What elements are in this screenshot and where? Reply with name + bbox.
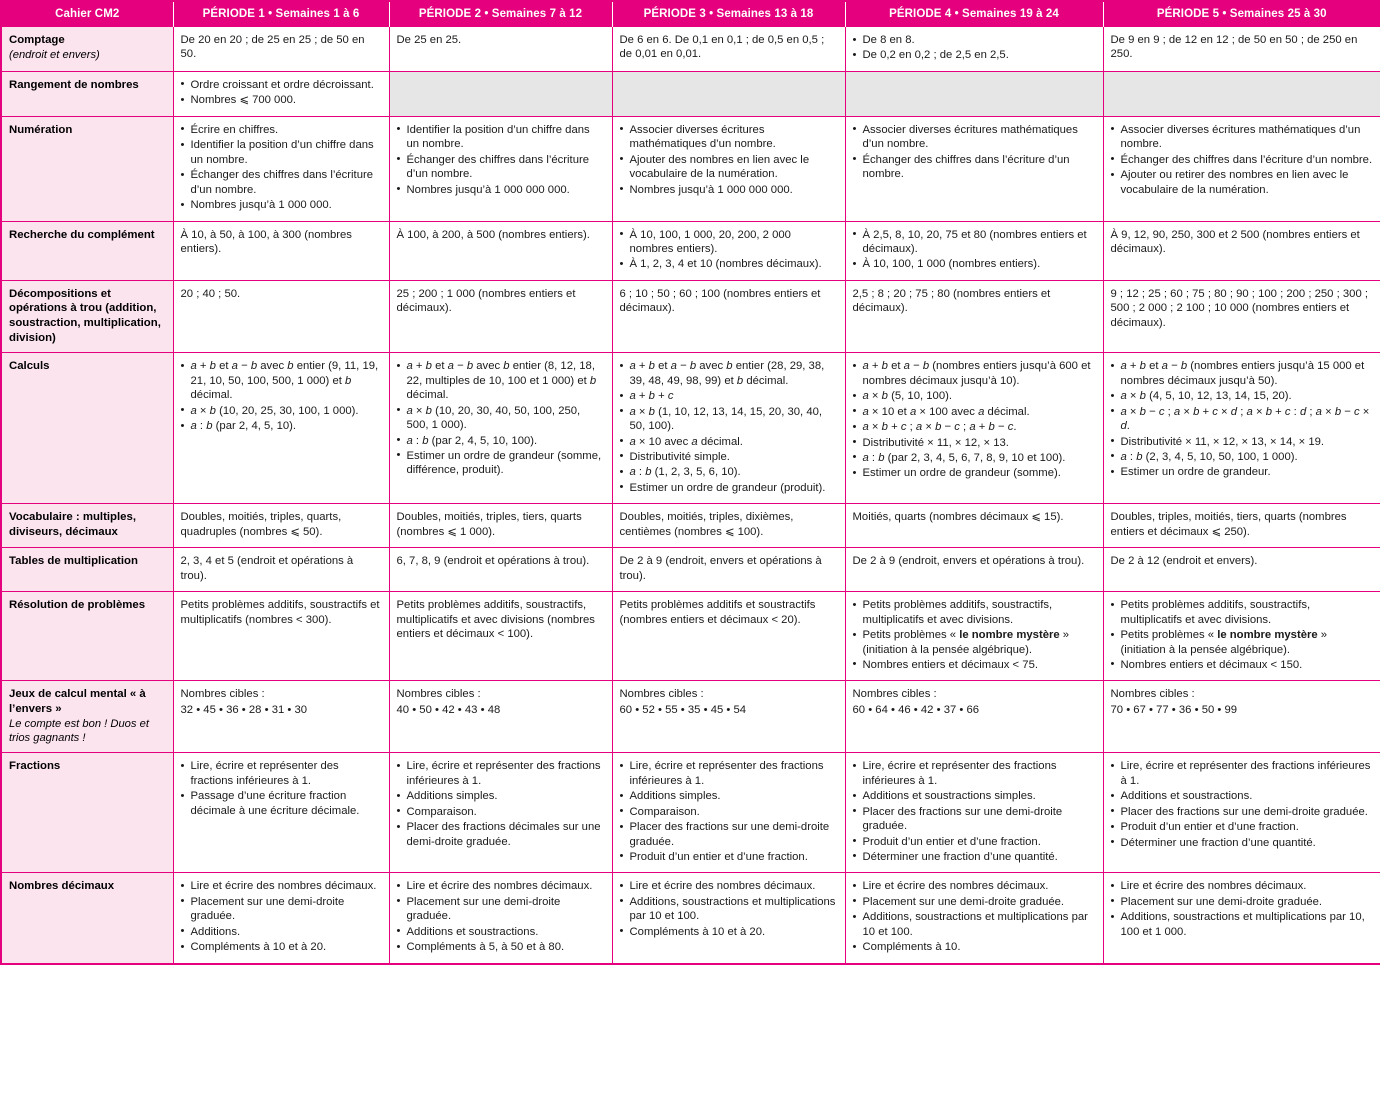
cell-bullet-item: • Compléments à 5, à 50 et à 80. bbox=[397, 940, 605, 954]
cell-bullet-item: • a × b (1, 10, 12, 13, 14, 15, 20, 30, 40, 50, 100). bbox=[620, 405, 838, 434]
row-label bbox=[1, 504, 173, 548]
row-label-text: Jeux de calcul mental « à l’envers » bbox=[9, 688, 146, 716]
row-label bbox=[1, 116, 173, 221]
cell-bullet-list bbox=[1111, 759, 1374, 850]
table-cell bbox=[1103, 753, 1380, 873]
cell-bullet-item: • Petits problèmes « le nombre mystère » (initiation à la pensée algébrique). bbox=[1111, 628, 1374, 657]
cell-bullet-item: • a + b et a − b avec b entier (9, 11, 19, 21, 10, 50, 100, 500, 1 000) et b décimal. bbox=[181, 359, 382, 402]
table-cell bbox=[612, 27, 845, 72]
cell-bullet-item: • Additions simples. bbox=[397, 789, 605, 803]
table-body bbox=[1, 27, 1380, 964]
cell-bullet-item: • Lire et écrire des nombres décimaux. bbox=[1111, 879, 1374, 893]
table-cell bbox=[612, 592, 845, 681]
table-cell bbox=[389, 548, 612, 592]
cell-paragraph: 60 • 64 • 46 • 42 • 37 • 66 bbox=[852, 703, 980, 716]
cell-paragraph: De 2 à 9 (endroit, envers et opérations à trou). bbox=[852, 555, 1085, 568]
cell-bullet-list bbox=[853, 123, 1096, 182]
table-cell bbox=[612, 548, 845, 592]
table-cell bbox=[173, 548, 389, 592]
table-cell bbox=[173, 71, 389, 116]
table-cell bbox=[389, 116, 612, 221]
cell-paragraph: 6, 7, 8, 9 (endroit et opérations à trou). bbox=[396, 555, 590, 568]
cell-bullet-list bbox=[620, 228, 838, 272]
header-cell-periode-3: PÉRIODE 3 • Semaines 13 à 18 bbox=[612, 1, 845, 27]
cell-bullet-item: • Nombres entiers et décimaux < 150. bbox=[1111, 658, 1374, 672]
table-cell bbox=[1103, 27, 1380, 72]
row-label-text: Rangement de nombres bbox=[9, 78, 139, 91]
cell-bullet-list bbox=[853, 879, 1096, 954]
row-label-text: Résolution de problèmes bbox=[9, 599, 146, 612]
cell-bullet-item: • Distributivité × 11, × 12, × 13. bbox=[853, 436, 1096, 450]
cell-bullet-item: • Additions, soustractions et multiplications par 10 et 100. bbox=[620, 895, 838, 924]
cell-bullet-item: • Passage d’une écriture fraction décimale à une écriture décimale. bbox=[181, 789, 382, 818]
cell-bullet-item: • a × b + c ; a × b − c ; a + b − c. bbox=[853, 420, 1096, 434]
cell-bullet-item: • a + b et a − b (nombres entiers jusqu’à 600 et nombres décimaux jusqu’à 10). bbox=[853, 359, 1096, 388]
table-row bbox=[1, 753, 1380, 873]
cell-paragraph: 2, 3, 4 et 5 (endroit et opérations à trou). bbox=[180, 555, 354, 582]
table-cell bbox=[389, 27, 612, 72]
cell-bullet-item: • Nombres jusqu’à 1 000 000. bbox=[181, 198, 382, 212]
cell-bullet-item: • a : b (2, 3, 4, 5, 10, 50, 100, 1 000). bbox=[1111, 450, 1374, 464]
table-row bbox=[1, 27, 1380, 72]
cell-bullet-item: • Ordre croissant et ordre décroissant. bbox=[181, 78, 382, 92]
cell-paragraph: De 9 en 9 ; de 12 en 12 ; de 50 en 50 ; de 250 en 250. bbox=[1110, 34, 1358, 61]
cell-paragraph: À 100, à 200, à 500 (nombres entiers). bbox=[396, 228, 590, 241]
cell-bullet-item: • Échanger des chiffres dans l’écriture d’un nombre. bbox=[853, 153, 1096, 182]
cell-bullet-item: • Compléments à 10 et à 20. bbox=[620, 925, 838, 939]
cell-paragraph: De 6 en 6. De 0,1 en 0,1 ; de 0,5 en 0,5 ; de 0,01 en 0,01. bbox=[619, 34, 825, 61]
header-row bbox=[1, 1, 1380, 27]
table-cell bbox=[845, 27, 1103, 72]
cell-paragraph: Nombres cibles : bbox=[1110, 688, 1195, 701]
row-label bbox=[1, 548, 173, 592]
cell-bullet-item: • Placer des fractions décimales sur une demi-droite graduée. bbox=[397, 820, 605, 849]
table-row bbox=[1, 504, 1380, 548]
table-cell bbox=[1103, 353, 1380, 504]
cell-paragraph: Petits problèmes additifs, soustractifs et multiplicatifs (nombres < 300). bbox=[180, 599, 380, 626]
table-cell bbox=[173, 592, 389, 681]
cell-bullet-list bbox=[853, 598, 1096, 672]
cell-bullet-list bbox=[397, 359, 605, 478]
table-cell bbox=[845, 592, 1103, 681]
cell-paragraph: De 2 à 9 (endroit, envers et opérations à trou). bbox=[619, 555, 822, 582]
table-cell bbox=[1103, 221, 1380, 280]
cell-bullet-item: • Compléments à 10. bbox=[853, 940, 1096, 954]
cell-bullet-item: • a × b (4, 5, 10, 12, 13, 14, 15, 20). bbox=[1111, 389, 1374, 403]
cell-bullet-list bbox=[181, 123, 382, 213]
table-cell bbox=[1103, 548, 1380, 592]
table-cell bbox=[612, 681, 845, 753]
table-cell bbox=[845, 753, 1103, 873]
cell-bullet-item: • a × 10 avec a décimal. bbox=[620, 435, 838, 449]
table-cell bbox=[845, 681, 1103, 753]
cell-paragraph: Doubles, moitiés, triples, dixièmes, centièmes (nombres ⩽ 100). bbox=[619, 511, 794, 538]
table-cell bbox=[173, 116, 389, 221]
row-label-text: Comptage bbox=[9, 34, 65, 46]
cell-bullet-list bbox=[181, 759, 382, 818]
cell-bullet-item: • Lire, écrire et représenter des fractions inférieures à 1. bbox=[1111, 759, 1374, 788]
cell-paragraph: Nombres cibles : bbox=[180, 688, 265, 701]
cell-paragraph: De 25 en 25. bbox=[396, 34, 462, 46]
table-row bbox=[1, 873, 1380, 964]
table-cell bbox=[389, 753, 612, 873]
row-label bbox=[1, 592, 173, 681]
cell-bullet-list bbox=[1111, 123, 1374, 197]
table-cell bbox=[173, 753, 389, 873]
table-header bbox=[1, 1, 1380, 27]
table-cell bbox=[1103, 681, 1380, 753]
cell-paragraph: 2,5 ; 8 ; 20 ; 75 ; 80 (nombres entiers et décimaux). bbox=[852, 287, 1051, 315]
cell-bullet-item: • Comparaison. bbox=[397, 805, 605, 819]
cell-bullet-item: • Associer diverses écritures mathématiques d’un nombre. bbox=[1111, 123, 1374, 152]
table-row bbox=[1, 71, 1380, 116]
cell-bullet-item: • a + b et a − b (nombres entiers jusqu’à 15 000 et nombres décimaux jusqu’à 50). bbox=[1111, 359, 1374, 388]
row-label bbox=[1, 27, 173, 72]
header-cell-periode-4: PÉRIODE 4 • Semaines 19 à 24 bbox=[845, 1, 1103, 27]
cell-paragraph: 40 • 50 • 42 • 43 • 48 bbox=[396, 703, 501, 716]
cell-paragraph: Nombres cibles : bbox=[619, 688, 704, 701]
cell-paragraph: De 20 en 20 ; de 25 en 25 ; de 50 en 50. bbox=[180, 34, 365, 61]
cell-bullet-item: • Échanger des chiffres dans l’écriture d’un nombre. bbox=[1111, 153, 1374, 167]
table-cell bbox=[173, 504, 389, 548]
table-cell bbox=[173, 873, 389, 964]
cell-bullet-list bbox=[181, 78, 382, 108]
cell-bullet-item: • Additions. bbox=[181, 925, 382, 939]
table-cell bbox=[612, 504, 845, 548]
cell-paragraph: 60 • 52 • 55 • 35 • 45 • 54 bbox=[619, 703, 747, 716]
cell-paragraph: De 2 à 12 (endroit et envers). bbox=[1110, 555, 1258, 568]
cell-bullet-item: • Produit d’un entier et d’une fraction. bbox=[620, 850, 838, 864]
cell-paragraph: Petits problèmes additifs et soustractifs (nombres entiers et décimaux < 20). bbox=[619, 599, 816, 626]
table-row bbox=[1, 548, 1380, 592]
cell-bullet-item: • a + b et a − b avec b entier (8, 12, 18, 22, multiples de 10, 100 et 1 000) et b décimal. bbox=[397, 359, 605, 402]
table-cell bbox=[173, 27, 389, 72]
table-cell bbox=[845, 221, 1103, 280]
table-cell bbox=[1103, 592, 1380, 681]
cell-paragraph: Doubles, moitiés, triples, tiers, quarts (nombres ⩽ 1 000). bbox=[396, 511, 582, 538]
row-label bbox=[1, 280, 173, 352]
cell-bullet-item: • Additions, soustractions et multiplications par 10 et 100. bbox=[853, 910, 1096, 939]
table-cell bbox=[173, 681, 389, 753]
cell-paragraph: Petits problèmes additifs, soustractifs, multiplicatifs et avec divisions (nombres entiers et décimaux < 100). bbox=[396, 599, 595, 641]
table-cell bbox=[173, 221, 389, 280]
row-label-text: Tables de multiplication bbox=[9, 555, 138, 568]
row-label-subtext: Le compte est bon ! Duos et trios gagnants ! bbox=[9, 717, 149, 744]
cell-bullet-item: • Estimer un ordre de grandeur (somme, différence, produit). bbox=[397, 449, 605, 478]
cell-bullet-item: • Placement sur une demi-droite graduée. bbox=[181, 895, 382, 924]
cell-bullet-item: • a × b (10, 20, 30, 40, 50, 100, 250, 500, 1 000). bbox=[397, 404, 605, 433]
row-label-subtext: (endroit et envers) bbox=[9, 48, 100, 61]
cell-paragraph: 20 ; 40 ; 50. bbox=[180, 287, 241, 300]
cell-paragraph: Doubles, moitiés, triples, quarts, quadruples (nombres ⩽ 50). bbox=[180, 511, 342, 538]
cell-paragraph: 70 • 67 • 77 • 36 • 50 • 99 bbox=[1110, 703, 1238, 716]
cell-bullet-item: • Nombres jusqu’à 1 000 000 000. bbox=[620, 183, 838, 197]
cell-paragraph: Doubles, triples, moitiés, tiers, quarts (nombres entiers et décimaux ⩽ 250). bbox=[1110, 511, 1347, 538]
table-cell bbox=[1103, 116, 1380, 221]
header-cell-cahier: Cahier CM2 bbox=[1, 1, 173, 27]
table-row bbox=[1, 592, 1380, 681]
cell-bullet-list bbox=[620, 879, 838, 939]
cell-paragraph: Nombres cibles : bbox=[396, 688, 481, 701]
table-cell bbox=[1103, 280, 1380, 352]
cell-bullet-item: • À 10, 100, 1 000, 20, 200, 2 000 nombres entiers). bbox=[620, 228, 838, 257]
row-label-text: Calculs bbox=[9, 360, 50, 373]
cell-bullet-item: • Lire et écrire des nombres décimaux. bbox=[620, 879, 838, 893]
cell-paragraph: 25 ; 200 ; 1 000 (nombres entiers et décimaux). bbox=[396, 287, 576, 315]
cell-bullet-item: • Lire, écrire et représenter des fractions inférieures à 1. bbox=[853, 759, 1096, 788]
cell-bullet-item: • Échanger des chiffres dans l’écriture d’un nombre. bbox=[181, 168, 382, 197]
cell-paragraph: 6 ; 10 ; 50 ; 60 ; 100 (nombres entiers et décimaux). bbox=[619, 287, 821, 315]
cell-bullet-list bbox=[1111, 359, 1374, 480]
cell-bullet-item: • Placement sur une demi-droite graduée. bbox=[1111, 895, 1374, 909]
cell-bullet-item: • Comparaison. bbox=[620, 805, 838, 819]
table-cell bbox=[845, 873, 1103, 964]
row-label-text: Vocabulaire : multiples, diviseurs, décimaux bbox=[9, 511, 137, 538]
cell-paragraph: 9 ; 12 ; 25 ; 60 ; 75 ; 80 ; 90 ; 100 ; 200 ; 250 ; 300 ; 500 ; 2 000 ; 2 100 ; 10 000 (nombres entiers et décimaux). bbox=[1110, 287, 1369, 329]
row-label bbox=[1, 753, 173, 873]
table-cell bbox=[1103, 504, 1380, 548]
cell-bullet-item: • Produit d’un entier et d’une fraction. bbox=[1111, 820, 1374, 834]
cell-bullet-item: • a : b (par 2, 3, 4, 5, 6, 7, 8, 9, 10 et 100). bbox=[853, 451, 1096, 465]
cell-bullet-item: • Petits problèmes « le nombre mystère » (initiation à la pensée algébrique). bbox=[853, 628, 1096, 657]
cell-bullet-list bbox=[853, 33, 1096, 63]
table-cell bbox=[173, 280, 389, 352]
cell-bullet-list bbox=[620, 123, 838, 197]
cell-bullet-item: • Estimer un ordre de grandeur (produit). bbox=[620, 481, 838, 495]
table-cell bbox=[845, 71, 1103, 116]
cell-bullet-item: • Nombres ⩽ 700 000. bbox=[181, 93, 382, 107]
table-cell bbox=[612, 873, 845, 964]
cell-bullet-item: • a : b (1, 2, 3, 5, 6, 10). bbox=[620, 465, 838, 479]
row-label bbox=[1, 873, 173, 964]
cell-bullet-item: • Distributivité simple. bbox=[620, 450, 838, 464]
table-cell bbox=[389, 221, 612, 280]
row-label-text: Recherche du complément bbox=[9, 228, 155, 241]
table-row bbox=[1, 681, 1380, 753]
cell-bullet-item: • Déterminer une fraction d’une quantité. bbox=[853, 850, 1096, 864]
table-row bbox=[1, 280, 1380, 352]
cell-bullet-item: • a × b − c ; a × b + c × d ; a × b + c : d ; a × b − c × d. bbox=[1111, 405, 1374, 434]
cell-bullet-item: • Ajouter ou retirer des nombres en lien avec le vocabulaire de la numération. bbox=[1111, 168, 1374, 197]
cell-bullet-item: • Petits problèmes additifs, soustractifs, multiplicatifs et avec divisions. bbox=[853, 598, 1096, 627]
cell-bullet-item: • Petits problèmes additifs, soustractifs, multiplicatifs et avec divisions. bbox=[1111, 598, 1374, 627]
cell-bullet-item: • De 0,2 en 0,2 ; de 2,5 en 2,5. bbox=[853, 48, 1096, 62]
cell-bullet-item: • Lire et écrire des nombres décimaux. bbox=[181, 879, 382, 893]
row-label-text: Nombres décimaux bbox=[9, 880, 115, 893]
table-cell bbox=[845, 116, 1103, 221]
table-cell bbox=[173, 353, 389, 504]
cell-bullet-list bbox=[397, 123, 605, 197]
cell-bullet-item: • a : b (par 2, 4, 5, 10, 100). bbox=[397, 434, 605, 448]
cell-bullet-item: • À 10, 100, 1 000 (nombres entiers). bbox=[853, 257, 1096, 271]
table-cell bbox=[845, 353, 1103, 504]
cell-bullet-item: • Placer des fractions sur une demi-droite graduée. bbox=[1111, 805, 1374, 819]
cell-bullet-item: • a + b et a − b avec b entier (28, 29, 38, 39, 48, 49, 98, 99) et b décimal. bbox=[620, 359, 838, 388]
header-cell-periode-2: PÉRIODE 2 • Semaines 7 à 12 bbox=[389, 1, 612, 27]
cell-bullet-item: • Placement sur une demi-droite graduée. bbox=[397, 895, 605, 924]
header-cell-periode-1: PÉRIODE 1 • Semaines 1 à 6 bbox=[173, 1, 389, 27]
header-cell-periode-5: PÉRIODE 5 • Semaines 25 à 30 bbox=[1103, 1, 1380, 27]
cell-bullet-item: • Lire et écrire des nombres décimaux. bbox=[853, 879, 1096, 893]
table-cell bbox=[612, 353, 845, 504]
cell-bullet-list bbox=[181, 359, 382, 433]
cell-bullet-list bbox=[1111, 598, 1374, 672]
cell-bullet-item: • Additions et soustractions simples. bbox=[853, 789, 1096, 803]
table-cell bbox=[612, 280, 845, 352]
cell-bullet-item: • Compléments à 10 et à 20. bbox=[181, 940, 382, 954]
cell-bullet-item: • À 2,5, 8, 10, 20, 75 et 80 (nombres entiers et décimaux). bbox=[853, 228, 1096, 257]
table-cell bbox=[612, 116, 845, 221]
row-label bbox=[1, 71, 173, 116]
table-cell bbox=[845, 504, 1103, 548]
table-cell bbox=[845, 280, 1103, 352]
cell-paragraph: Moitiés, quarts (nombres décimaux ⩽ 15). bbox=[852, 511, 1064, 524]
table-cell bbox=[845, 548, 1103, 592]
cell-bullet-item: • a × 10 et a × 100 avec a décimal. bbox=[853, 405, 1096, 419]
table-cell bbox=[612, 221, 845, 280]
cell-bullet-item: • Échanger des chiffres dans l’écriture d’un nombre. bbox=[397, 153, 605, 182]
cell-bullet-item: • a : b (par 2, 4, 5, 10). bbox=[181, 419, 382, 433]
cell-bullet-item: • Placer des fractions sur une demi-droite graduée. bbox=[853, 805, 1096, 834]
cell-bullet-item: • À 1, 2, 3, 4 et 10 (nombres décimaux). bbox=[620, 257, 838, 271]
cell-bullet-list bbox=[853, 228, 1096, 272]
row-label bbox=[1, 353, 173, 504]
table-cell bbox=[1103, 71, 1380, 116]
cell-bullet-item: • a + b + c bbox=[620, 389, 838, 403]
cell-bullet-item: • Nombres jusqu’à 1 000 000 000. bbox=[397, 183, 605, 197]
cell-bullet-item: • Identifier la position d’un chiffre dans un nombre. bbox=[397, 123, 605, 152]
cell-bullet-item: • Associer diverses écritures mathématiques d’un nombre. bbox=[620, 123, 838, 152]
cell-bullet-item: • Additions et soustractions. bbox=[397, 925, 605, 939]
table-cell bbox=[612, 71, 845, 116]
cell-paragraph: 32 • 45 • 36 • 28 • 31 • 30 bbox=[180, 703, 308, 716]
cell-bullet-item: • Distributivité × 11, × 12, × 13, × 14, × 19. bbox=[1111, 435, 1374, 449]
row-label bbox=[1, 221, 173, 280]
cell-bullet-item: • Estimer un ordre de grandeur. bbox=[1111, 465, 1374, 479]
cell-bullet-item: • Déterminer une fraction d’une quantité. bbox=[1111, 836, 1374, 850]
cell-bullet-list bbox=[181, 879, 382, 954]
table-cell bbox=[389, 504, 612, 548]
cell-bullet-item: • Additions et soustractions. bbox=[1111, 789, 1374, 803]
cell-bullet-item: • a × b (5, 10, 100). bbox=[853, 389, 1096, 403]
table-cell bbox=[389, 353, 612, 504]
cell-bullet-item: • Lire, écrire et représenter des fractions inférieures à 1. bbox=[620, 759, 838, 788]
cell-bullet-item: • Nombres entiers et décimaux < 75. bbox=[853, 658, 1096, 672]
cell-paragraph: À 9, 12, 90, 250, 300 et 2 500 (nombres entiers et décimaux). bbox=[1110, 228, 1360, 255]
table-cell bbox=[389, 280, 612, 352]
cell-bullet-item: • Lire et écrire des nombres décimaux. bbox=[397, 879, 605, 893]
table-cell bbox=[1103, 873, 1380, 964]
cell-paragraph: Nombres cibles : bbox=[852, 688, 937, 701]
row-label-text: Fractions bbox=[9, 760, 61, 773]
table-cell bbox=[389, 71, 612, 116]
cell-bullet-item: • Associer diverses écritures mathématiques d’un nombre. bbox=[853, 123, 1096, 152]
row-label-text: Décompositions et opérations à trou (addition, soustraction, multiplication, division) bbox=[9, 287, 161, 344]
cell-bullet-list bbox=[1111, 879, 1374, 939]
cell-bullet-list bbox=[397, 759, 605, 849]
cell-bullet-list bbox=[853, 759, 1096, 864]
table-row bbox=[1, 221, 1380, 280]
row-label bbox=[1, 681, 173, 753]
cell-bullet-item: • a × b (10, 20, 25, 30, 100, 1 000). bbox=[181, 404, 382, 418]
cell-bullet-item: • Estimer un ordre de grandeur (somme). bbox=[853, 466, 1096, 480]
cell-bullet-item: • Produit d’un entier et d’une fraction. bbox=[853, 835, 1096, 849]
cell-bullet-item: • Ajouter des nombres en lien avec le vocabulaire de la numération. bbox=[620, 153, 838, 182]
cell-bullet-list bbox=[397, 879, 605, 954]
table-cell bbox=[389, 681, 612, 753]
cell-bullet-item: • Lire, écrire et représenter des fractions inférieures à 1. bbox=[397, 759, 605, 788]
cell-bullet-item: • De 8 en 8. bbox=[853, 33, 1096, 47]
table-cell bbox=[612, 753, 845, 873]
cell-bullet-list bbox=[620, 759, 838, 864]
cell-bullet-item: • Additions, soustractions et multiplications par 10, 100 et 1 000. bbox=[1111, 910, 1374, 939]
table-cell bbox=[389, 873, 612, 964]
cell-bullet-item: • Identifier la position d’un chiffre dans un nombre. bbox=[181, 138, 382, 167]
row-label-text: Numération bbox=[9, 123, 73, 136]
cell-bullet-item: • Écrire en chiffres. bbox=[181, 123, 382, 137]
cell-bullet-list bbox=[620, 359, 838, 495]
cell-bullet-item: • Additions simples. bbox=[620, 789, 838, 803]
cell-bullet-list bbox=[853, 359, 1096, 481]
cell-bullet-item: • Placement sur une demi-droite graduée. bbox=[853, 895, 1096, 909]
table-row bbox=[1, 116, 1380, 221]
cell-paragraph: À 10, à 50, à 100, à 300 (nombres entiers). bbox=[180, 228, 352, 255]
cell-bullet-item: • Lire, écrire et représenter des fractions inférieures à 1. bbox=[181, 759, 382, 788]
cell-bullet-item: • Placer des fractions sur une demi-droite graduée. bbox=[620, 820, 838, 849]
table-row bbox=[1, 353, 1380, 504]
table-cell bbox=[389, 592, 612, 681]
